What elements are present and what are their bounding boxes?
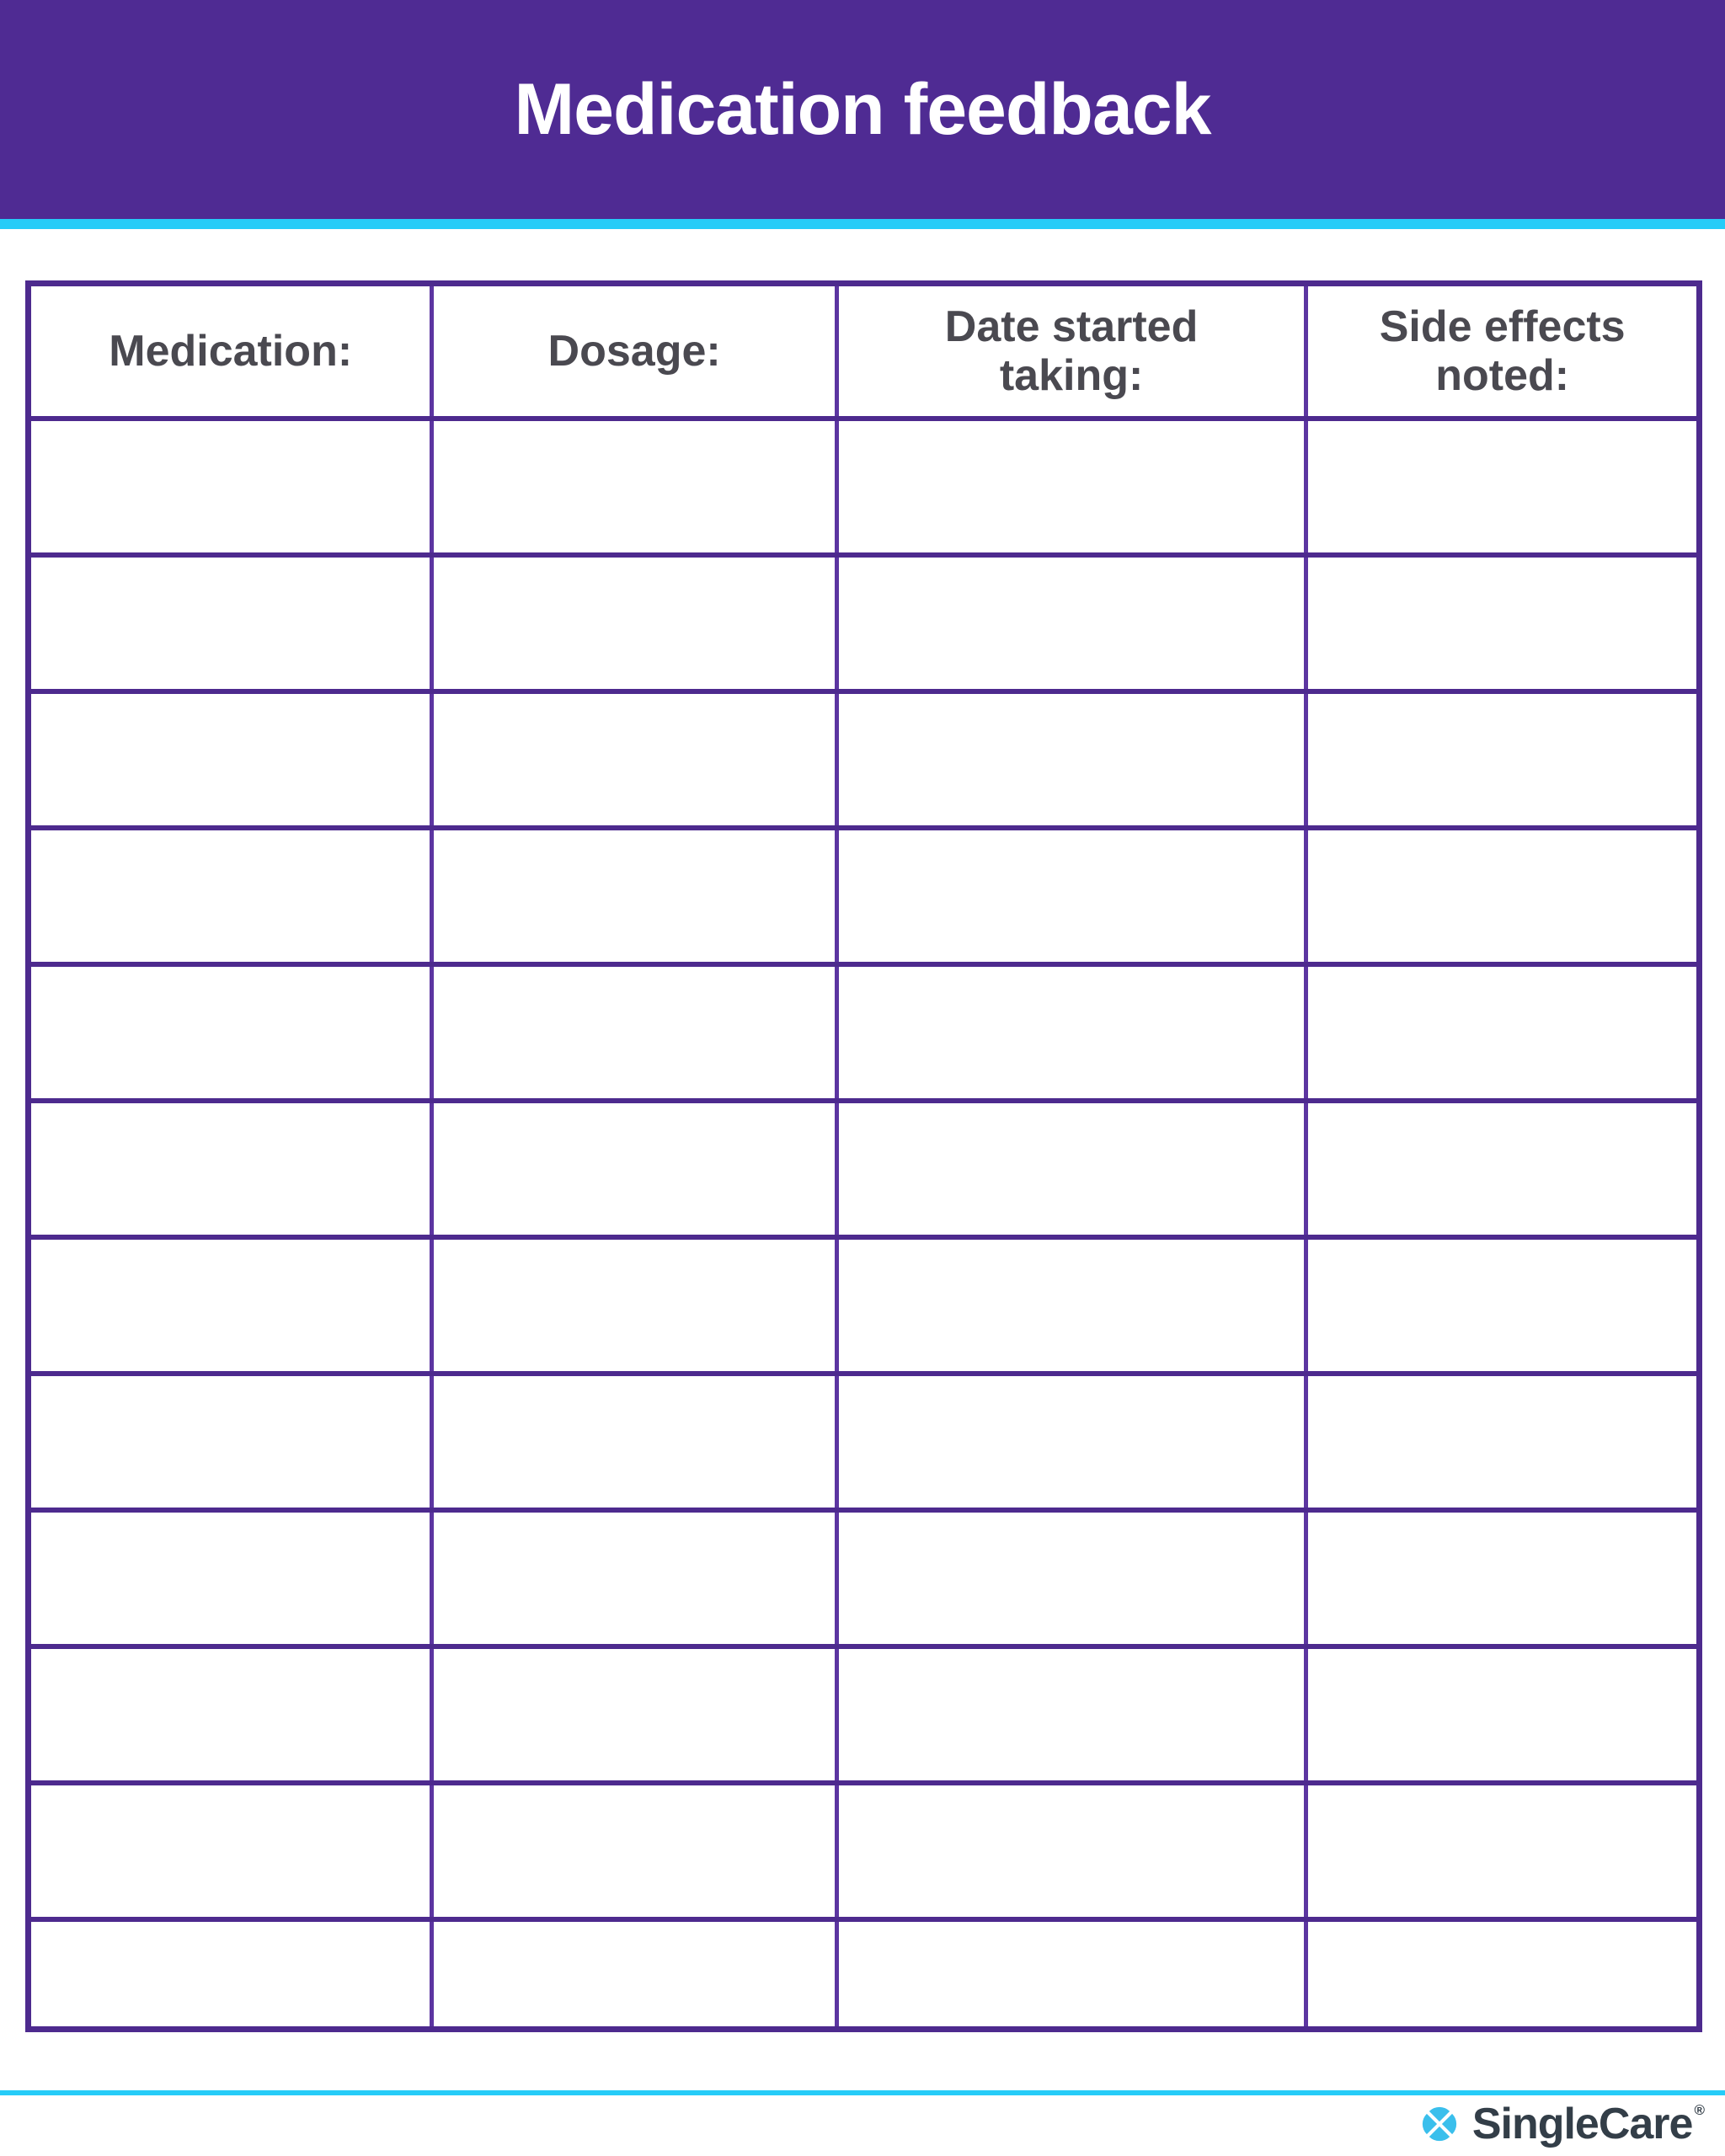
- column-header-medication: [31, 286, 434, 416]
- column-header-label: Dosage:: [547, 326, 721, 376]
- table-cell-dosage[interactable]: [434, 1376, 838, 1508]
- column-header-label: Date started taking:: [944, 302, 1199, 400]
- table-cell-medication[interactable]: [31, 1922, 434, 2026]
- table-row: [31, 694, 1696, 830]
- table-cell-dosage[interactable]: [434, 1922, 838, 2026]
- table-cell-date-started-taking[interactable]: [839, 1240, 1309, 1371]
- singlecare-cross-icon: [1415, 2100, 1464, 2148]
- table-cell-medication[interactable]: [31, 1103, 434, 1235]
- table-row: [31, 1649, 1696, 1785]
- singlecare-logo: [1415, 2099, 1705, 2149]
- header-banner: [0, 0, 1725, 219]
- table-cell-side-effects-noted[interactable]: [1308, 1240, 1696, 1371]
- table-cell-dosage[interactable]: [434, 967, 838, 1098]
- table-cell-dosage[interactable]: [434, 1240, 838, 1371]
- column-header-dosage: [434, 286, 838, 416]
- table-cell-side-effects-noted[interactable]: [1308, 1376, 1696, 1508]
- table-row: [31, 1513, 1696, 1649]
- table-cell-dosage[interactable]: [434, 558, 838, 689]
- table-cell-dosage[interactable]: [434, 1513, 838, 1644]
- table-cell-date-started-taking[interactable]: [839, 1513, 1309, 1644]
- table-cell-dosage[interactable]: [434, 421, 838, 552]
- table-cell-dosage[interactable]: [434, 1785, 838, 1917]
- table-cell-medication[interactable]: [31, 1649, 434, 1780]
- table-cell-side-effects-noted[interactable]: [1308, 1649, 1696, 1780]
- table-cell-side-effects-noted[interactable]: [1308, 830, 1696, 962]
- table-row: [31, 1376, 1696, 1513]
- table-cell-dosage[interactable]: [434, 1103, 838, 1235]
- table-cell-medication[interactable]: [31, 1785, 434, 1917]
- table-cell-date-started-taking[interactable]: [839, 1785, 1309, 1917]
- brand-name: SingleCare: [1471, 2100, 1693, 2148]
- table-cell-side-effects-noted[interactable]: [1308, 1103, 1696, 1235]
- table-cell-date-started-taking[interactable]: [839, 421, 1309, 552]
- table-cell-medication[interactable]: [31, 558, 434, 689]
- table-row: [31, 967, 1696, 1103]
- table-cell-dosage[interactable]: [434, 694, 838, 825]
- table-row: [31, 558, 1696, 694]
- header-accent-stripe: [0, 219, 1725, 229]
- table-cell-date-started-taking[interactable]: [839, 830, 1309, 962]
- table-cell-date-started-taking[interactable]: [839, 1103, 1309, 1235]
- column-header-side-effects-noted: [1308, 286, 1696, 416]
- table-cell-dosage[interactable]: [434, 1649, 838, 1780]
- table-cell-side-effects-noted[interactable]: [1308, 694, 1696, 825]
- page-title: Medication feedback: [514, 68, 1211, 150]
- table-row: [31, 830, 1696, 967]
- table-cell-date-started-taking[interactable]: [839, 1649, 1309, 1780]
- table-header-row: [31, 286, 1696, 421]
- table-cell-dosage[interactable]: [434, 830, 838, 962]
- table-cell-side-effects-noted[interactable]: [1308, 1785, 1696, 1917]
- table-cell-side-effects-noted[interactable]: [1308, 1513, 1696, 1644]
- table-cell-date-started-taking[interactable]: [839, 558, 1309, 689]
- medication-table: [25, 280, 1702, 2032]
- table-cell-medication[interactable]: [31, 1240, 434, 1371]
- table-cell-side-effects-noted[interactable]: [1308, 967, 1696, 1098]
- table-cell-medication[interactable]: [31, 1513, 434, 1644]
- table-cell-medication[interactable]: [31, 421, 434, 552]
- table-cell-date-started-taking[interactable]: [839, 967, 1309, 1098]
- column-header-label: Medication:: [109, 326, 353, 376]
- column-header-date-started-taking: [839, 286, 1309, 416]
- table-row: [31, 1103, 1696, 1240]
- table-cell-side-effects-noted[interactable]: [1308, 421, 1696, 552]
- table-cell-date-started-taking[interactable]: [839, 1376, 1309, 1508]
- column-header-label: Side effects noted:: [1379, 302, 1626, 400]
- table-cell-side-effects-noted[interactable]: [1308, 1922, 1696, 2026]
- table-cell-medication[interactable]: [31, 967, 434, 1098]
- table-cell-date-started-taking[interactable]: [839, 694, 1309, 825]
- table-cell-medication[interactable]: [31, 830, 434, 962]
- table-cell-date-started-taking[interactable]: [839, 1922, 1309, 2026]
- footer-accent-stripe: [0, 2090, 1725, 2095]
- table-row: [31, 1240, 1696, 1376]
- table-row: [31, 1785, 1696, 1922]
- table-cell-medication[interactable]: [31, 1376, 434, 1508]
- table-body: [31, 421, 1696, 2026]
- table-row: [31, 421, 1696, 558]
- table-row: [31, 1922, 1696, 2026]
- table-cell-side-effects-noted[interactable]: [1308, 558, 1696, 689]
- registered-mark: ®: [1694, 2102, 1705, 2118]
- table-cell-medication[interactable]: [31, 694, 434, 825]
